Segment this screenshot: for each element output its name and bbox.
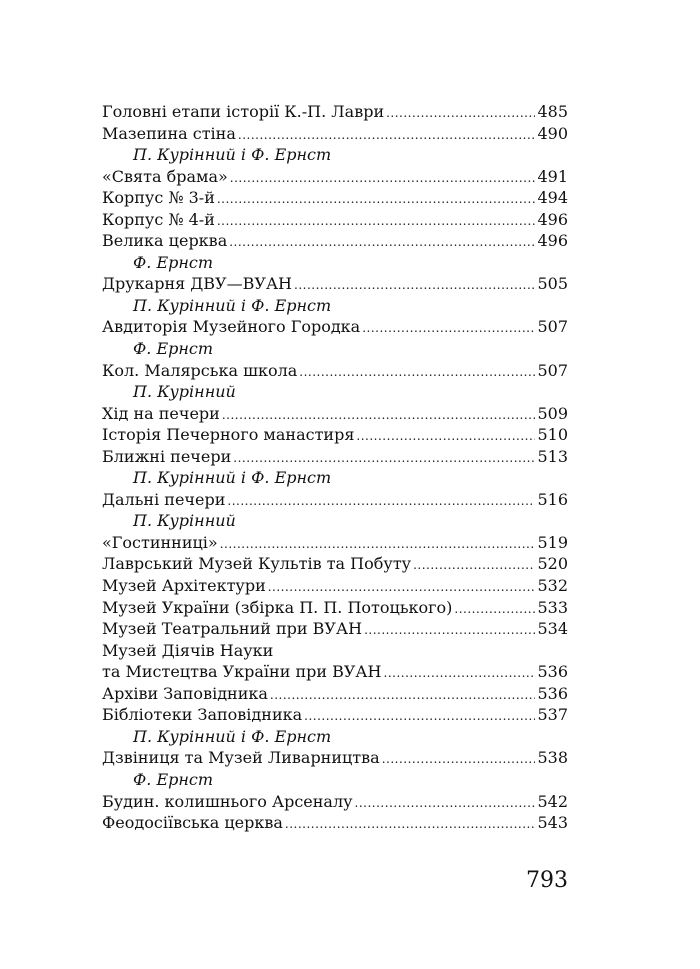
- toc-entry: [102, 187, 568, 209]
- toc-entry-page: 534: [537, 619, 568, 639]
- toc-entry-page: 490: [537, 123, 568, 143]
- dot-leader: [270, 685, 536, 705]
- toc-author: П. Курінний і Ф. Ернст: [133, 295, 332, 315]
- toc-entry-title: Будин. колишнього Арсеналу: [102, 791, 353, 811]
- dot-leader: [229, 232, 535, 252]
- toc-entry: [102, 273, 568, 295]
- toc-entry-title: Мазепина стіна: [102, 123, 236, 143]
- toc-entry-page: 520: [537, 554, 568, 574]
- toc-entry: [102, 166, 568, 188]
- toc-author: П. Курінний: [133, 511, 236, 531]
- dot-leader: [413, 555, 535, 575]
- toc-entry: [102, 403, 568, 425]
- dot-leader: [238, 125, 536, 145]
- dot-leader: [384, 663, 536, 683]
- dot-leader: [364, 620, 535, 640]
- toc-author: П. Курінний і Ф. Ернст: [133, 468, 332, 488]
- toc-entry-page: 516: [537, 489, 568, 509]
- toc-entry-title: Головні етапи історії К.-П. Лаври: [102, 102, 385, 121]
- toc-entry-title: Музей Театральний при ВУАН: [102, 619, 363, 639]
- toc-entry-page: 507: [537, 317, 568, 337]
- page-number: 793: [526, 868, 568, 893]
- toc-entry-title: Дальні печери: [102, 489, 226, 509]
- toc-entry: [102, 661, 568, 683]
- toc-entry-page: 536: [537, 662, 568, 682]
- dot-leader: [222, 405, 536, 425]
- dot-leader: [233, 448, 535, 468]
- toc-entry: [102, 316, 568, 338]
- toc-entry-page: 519: [537, 532, 568, 552]
- toc-entry: [102, 230, 568, 252]
- toc-entry-page: 536: [537, 683, 568, 703]
- toc-entry-page: 543: [537, 813, 568, 833]
- toc-entry-page: 507: [537, 360, 568, 380]
- toc-entry-page: 485: [537, 102, 568, 121]
- toc-entry: [102, 640, 568, 662]
- toc-entry-page: 538: [537, 748, 568, 768]
- table-of-contents: [102, 101, 568, 834]
- toc-entry-page: 513: [537, 446, 568, 466]
- toc-entry-title: Музей Діячів Науки: [102, 640, 274, 660]
- toc-entry-page: 532: [537, 576, 568, 596]
- toc-author: П. Курінний: [133, 382, 236, 402]
- toc-entry-page: 542: [537, 791, 568, 811]
- toc-entry: [102, 424, 568, 446]
- toc-entry: [102, 360, 568, 382]
- toc-entry-page: 491: [537, 166, 568, 186]
- dot-leader: [217, 189, 536, 209]
- dot-leader: [362, 318, 535, 338]
- toc-entry-page: 496: [537, 209, 568, 229]
- toc-entry-title: Бібліотеки Заповідника: [102, 705, 303, 725]
- dot-leader: [230, 168, 536, 188]
- toc-entry-title: Корпус № 3-й: [102, 188, 215, 208]
- toc-entry-page: 509: [537, 403, 568, 423]
- toc-entry-title: Корпус № 4-й: [102, 209, 215, 229]
- toc-entry-page: 533: [537, 597, 568, 617]
- toc-entry-page: 510: [537, 425, 568, 445]
- dot-leader: [285, 814, 536, 834]
- toc-entry: [102, 704, 568, 726]
- toc-entry-title: Феодосіївська церква: [102, 813, 283, 833]
- toc-entry: [102, 597, 568, 619]
- toc-entry: [102, 532, 568, 554]
- toc-entry: [102, 123, 568, 145]
- toc-entry-page: 496: [537, 231, 568, 251]
- toc-entry: [102, 618, 568, 640]
- dot-leader: [355, 793, 536, 813]
- toc-entry-page: 505: [537, 274, 568, 294]
- toc-entry: [102, 209, 568, 231]
- dot-leader: [304, 706, 535, 726]
- toc-entry-title: «Свята брама»: [102, 166, 228, 186]
- toc-entry-title: Історія Печерного манастиря: [102, 425, 355, 445]
- toc-entry-page: 537: [537, 705, 568, 725]
- toc-entry: [102, 791, 568, 813]
- dot-leader: [299, 362, 535, 382]
- toc-entry: [102, 747, 568, 769]
- dot-leader: [454, 599, 535, 619]
- toc-entry-title: «Гостинниці»: [102, 532, 218, 552]
- toc-author: Ф. Ернст: [133, 339, 214, 359]
- dot-leader: [220, 534, 536, 554]
- toc-entry: [102, 812, 568, 834]
- toc-entry-title: Дзвіниця та Музей Ливарництва: [102, 748, 380, 768]
- toc-entry-title: Лаврський Музей Культів та Побуту: [102, 554, 412, 574]
- toc-entry: [102, 101, 568, 123]
- toc-entry-page: 494: [537, 188, 568, 208]
- toc-author: П. Курінний і Ф. Ернст: [133, 145, 332, 165]
- toc-entry-title: Ближні печери: [102, 446, 232, 466]
- toc-entry: [102, 489, 568, 511]
- toc-entry-title: Хід на печери: [102, 403, 220, 423]
- dot-leader: [356, 426, 535, 446]
- toc-author: Ф. Ернст: [133, 252, 214, 272]
- toc-entry: [102, 553, 568, 575]
- toc-entry-title: Музей України (збірка П. П. Потоцького): [102, 597, 453, 617]
- toc-entry-title: Музей Архітектури: [102, 576, 266, 596]
- toc-entry: [102, 446, 568, 468]
- dot-leader: [294, 275, 535, 295]
- toc-entry: [102, 683, 568, 705]
- dot-leader: [382, 749, 536, 769]
- toc-entry: [102, 575, 568, 597]
- toc-entry-title: Авдиторія Музейного Городка: [102, 317, 361, 337]
- toc-entry-title: Кол. Малярська школа: [102, 360, 298, 380]
- toc-entry-title: Архіви Заповідника: [102, 683, 268, 703]
- dot-leader: [386, 103, 535, 123]
- toc-entry-title: та Мистецтва України при ВУАН: [102, 662, 382, 682]
- toc-entry-title: Велика церква: [102, 231, 228, 251]
- dot-leader: [217, 211, 536, 231]
- toc-entry-title: Друкарня ДВУ—ВУАН: [102, 274, 293, 294]
- toc-author: П. Курінний і Ф. Ернст: [133, 726, 332, 746]
- dot-leader: [227, 491, 535, 511]
- toc-author: Ф. Ернст: [133, 769, 214, 789]
- dot-leader: [268, 577, 536, 597]
